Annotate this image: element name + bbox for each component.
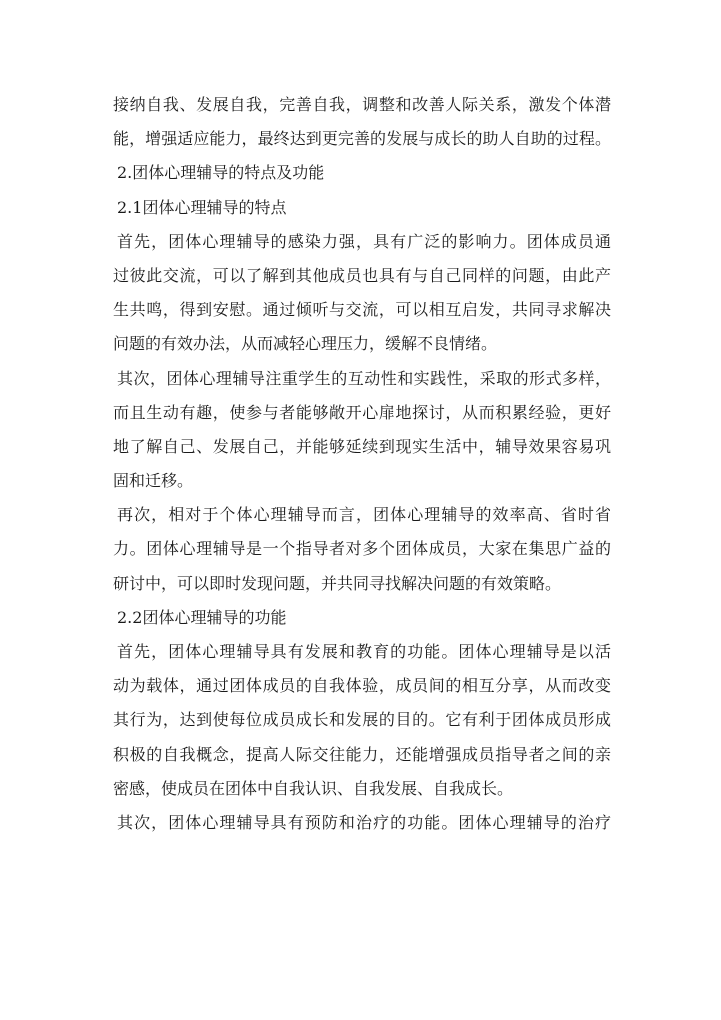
text-line: 其次，团体心理辅导具有预防和治疗的功能。团体心理辅导的治疗 — [117, 812, 611, 832]
text-line: 生共鸣，得到安慰。通过倾听与交流，可以相互启发，共同寻求解决 — [113, 300, 611, 320]
text-line: 地了解自己、发展自己，并能够延续到现实生活中，辅导效果容易巩 — [113, 436, 611, 456]
section-heading: 2.2团体心理辅导的功能 — [117, 607, 287, 627]
text-line: 其行为，达到使每位成员成长和发展的目的。它有利于团体成员形成 — [113, 710, 611, 730]
section-heading: 2.1团体心理辅导的特点 — [117, 197, 287, 217]
text-line: 其次，团体心理辅导注重学生的互动性和实践性，采取的形式多样， — [117, 368, 611, 388]
text-line: 首先，团体心理辅导具有发展和教育的功能。团体心理辅导是以活 — [117, 642, 611, 661]
document-body — [113, 88, 611, 840]
text-line: 再次，相对于个体心理辅导而言，团体心理辅导的效率高、省时省 — [117, 505, 611, 525]
text-line: 密感，使成员在团体中自我认识、自我发展、自我成长。 — [113, 778, 514, 798]
text-line: 动为载体，通过团体成员的自我体验，成员间的相互分享，从而改变 — [113, 676, 611, 696]
text-line: 力。团体心理辅导是一个指导者对多个团体成员，大家在集思广益的 — [113, 539, 611, 559]
text-line: 积极的自我概念，提高人际交往能力，还能增强成员指导者之间的亲 — [113, 744, 611, 764]
text-line: 首先，团体心理辅导的感染力强，具有广泛的影响力。团体成员通 — [117, 231, 611, 251]
text-line: 固和迁移。 — [113, 471, 194, 491]
text-line: 研讨中，可以即时发现问题，并共同寻找解决问题的有效策略。 — [113, 573, 562, 593]
section-heading: 2.团体心理辅导的特点及功能 — [117, 163, 325, 183]
text-line: 而且生动有趣，使参与者能够敞开心扉地探讨，从而积累经验，更好 — [113, 402, 611, 422]
text-line: 过彼此交流，可以了解到其他成员也具有与自己同样的问题，由此产 — [113, 265, 611, 285]
text-line: 问题的有效办法，从而减轻心理压力，缓解不良情绪。 — [113, 334, 498, 354]
text-line: 接纳自我、发展自我，完善自我，调整和改善人际关系，激发个体潜 — [113, 95, 611, 114]
text-line: 能，增强适应能力，最终达到更完善的发展与成长的助人自助的过程。 — [113, 129, 611, 149]
